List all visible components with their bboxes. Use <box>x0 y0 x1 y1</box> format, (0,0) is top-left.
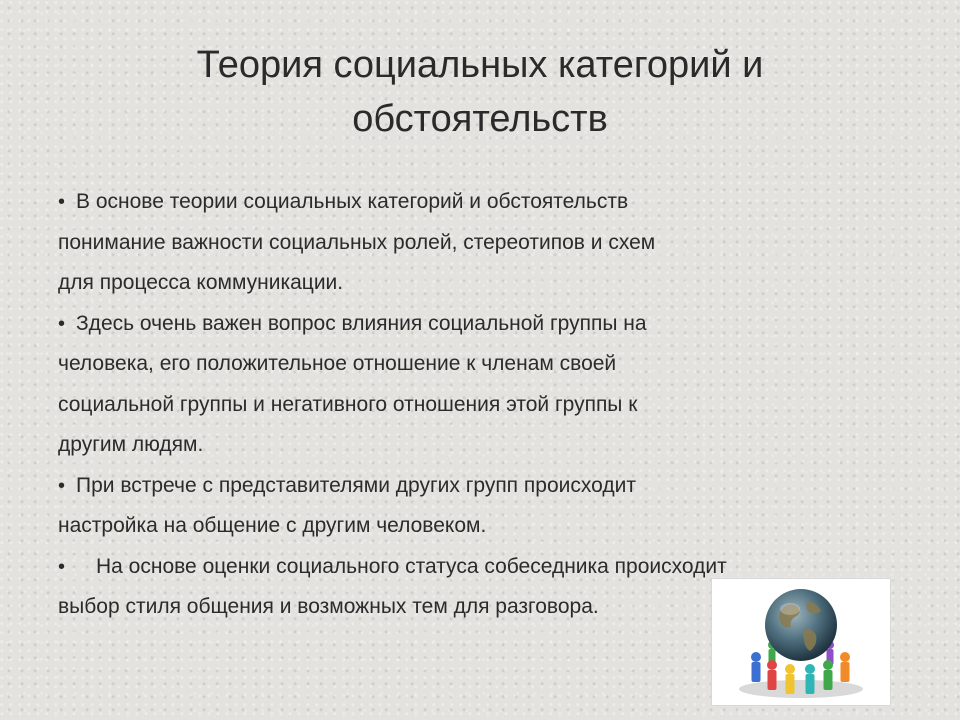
bullet-line: социальной группы и негативного отношения этой группы к <box>58 392 638 416</box>
slide-body <box>58 182 898 628</box>
bullet-line: для процесса коммуникации. <box>58 271 344 294</box>
bullet-line: понимание важности социальных ролей, стереотипов и схем <box>58 230 656 254</box>
bullet-line: человека, его положительное отношение к членам своей <box>58 352 617 375</box>
bullet-line: В основе теории социальных категорий и обстоятельств <box>76 190 629 213</box>
bullet-line: На основе оценки социального статуса собеседника происходит <box>96 554 727 578</box>
bullet-marker: • <box>58 312 66 335</box>
bullet-marker: • <box>58 474 66 497</box>
bullet-line: Здесь очень важен вопрос влияния социальной группы на <box>76 311 647 335</box>
slide-title: Теория социальных категорий и обстоятельств <box>196 44 764 140</box>
bullet-marker: • <box>58 191 66 213</box>
bullet-line: настройка на общение с другим человеком. <box>58 514 487 537</box>
bullet-item <box>58 182 898 304</box>
bullet-line: выбор стиля общения и возможных тем для разговора. <box>58 595 599 618</box>
bullet-item <box>58 466 898 547</box>
globe <box>765 589 837 661</box>
bullet-item <box>58 304 898 466</box>
bullet-line: При встрече с представителями других групп происходит <box>76 473 636 497</box>
globe-people-picture <box>711 578 891 706</box>
bullet-marker: • <box>58 555 66 578</box>
bullet-line: другим людям. <box>58 433 204 456</box>
globe-with-people-icon <box>712 579 890 705</box>
